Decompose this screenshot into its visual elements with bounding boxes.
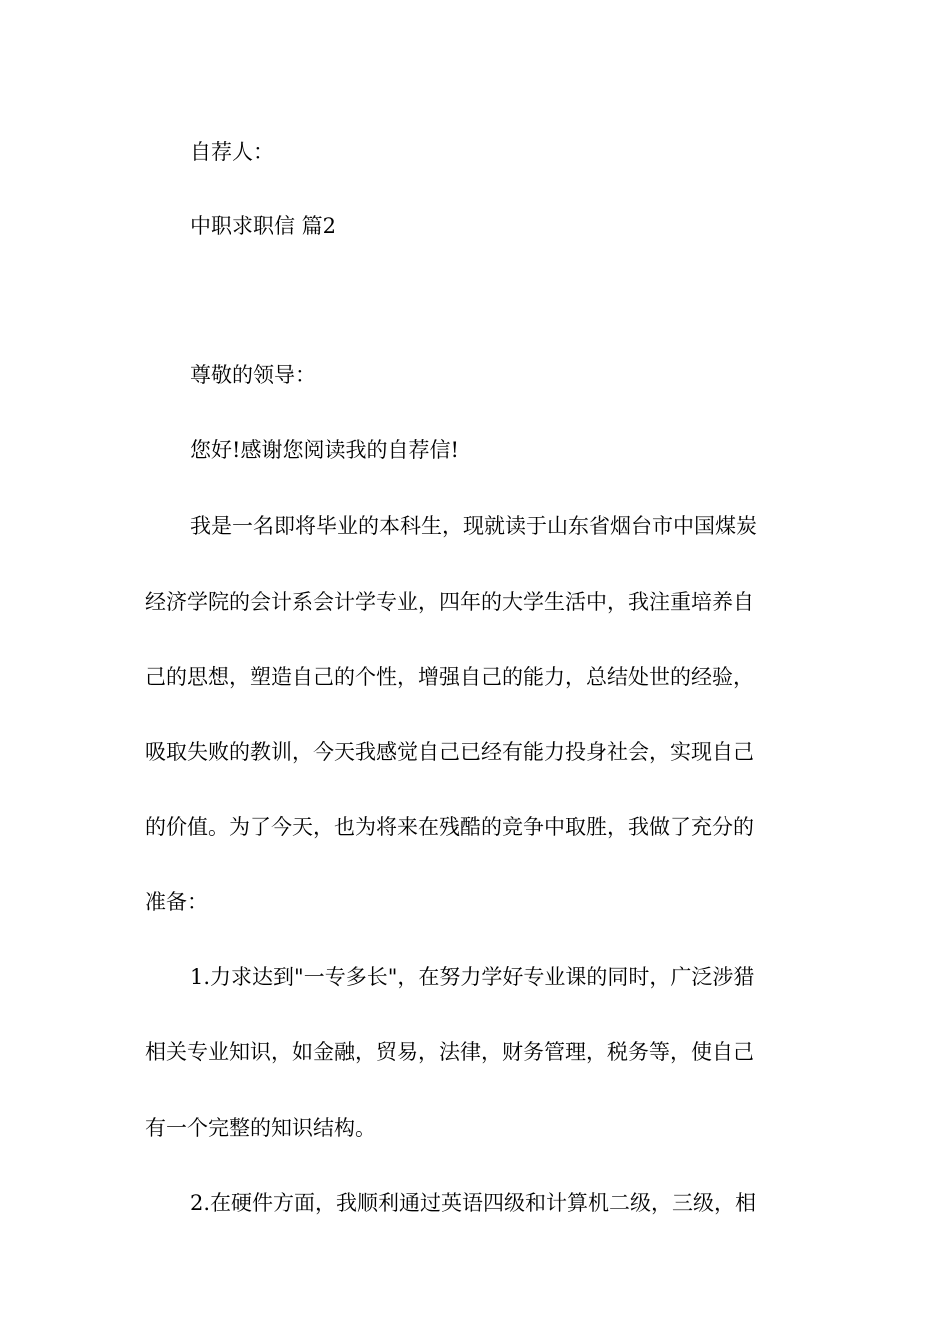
paragraph-line: 己的思想，塑造自己的个性，增强自己的能力，总结处世的经验， bbox=[145, 665, 754, 689]
list-item-line: 1.力求达到"一专多长"，在努力学好专业课的同时，广泛涉猎 bbox=[190, 965, 755, 989]
greeting: 您好!感谢您阅读我的自荐信! bbox=[190, 438, 459, 462]
paragraph-line: 吸取失败的教训，今天我感觉自己已经有能力投身社会，实现自己 bbox=[145, 740, 754, 764]
paragraph-line: 准备： bbox=[145, 890, 208, 914]
section-title: 中职求职信 篇2 bbox=[190, 214, 337, 238]
list-item-line: 2.在硬件方面，我顺利通过英语四级和计算机二级，三级，相 bbox=[190, 1191, 757, 1215]
signature-label: 自荐人： bbox=[190, 140, 274, 164]
paragraph-line: 的价值。为了今天，也为将来在残酷的竞争中取胜，我做了充分的 bbox=[145, 815, 754, 839]
list-item-line: 相关专业知识，如金融，贸易，法律，财务管理，税务等，使自己 bbox=[145, 1040, 754, 1064]
list-item-line: 有一个完整的知识结构。 bbox=[145, 1116, 376, 1140]
paragraph-line: 经济学院的会计系会计学专业，四年的大学生活中，我注重培养自 bbox=[145, 590, 754, 614]
salutation: 尊敬的领导： bbox=[190, 363, 316, 387]
paragraph-line: 我是一名即将毕业的本科生，现就读于山东省烟台市中国煤炭 bbox=[190, 514, 757, 538]
